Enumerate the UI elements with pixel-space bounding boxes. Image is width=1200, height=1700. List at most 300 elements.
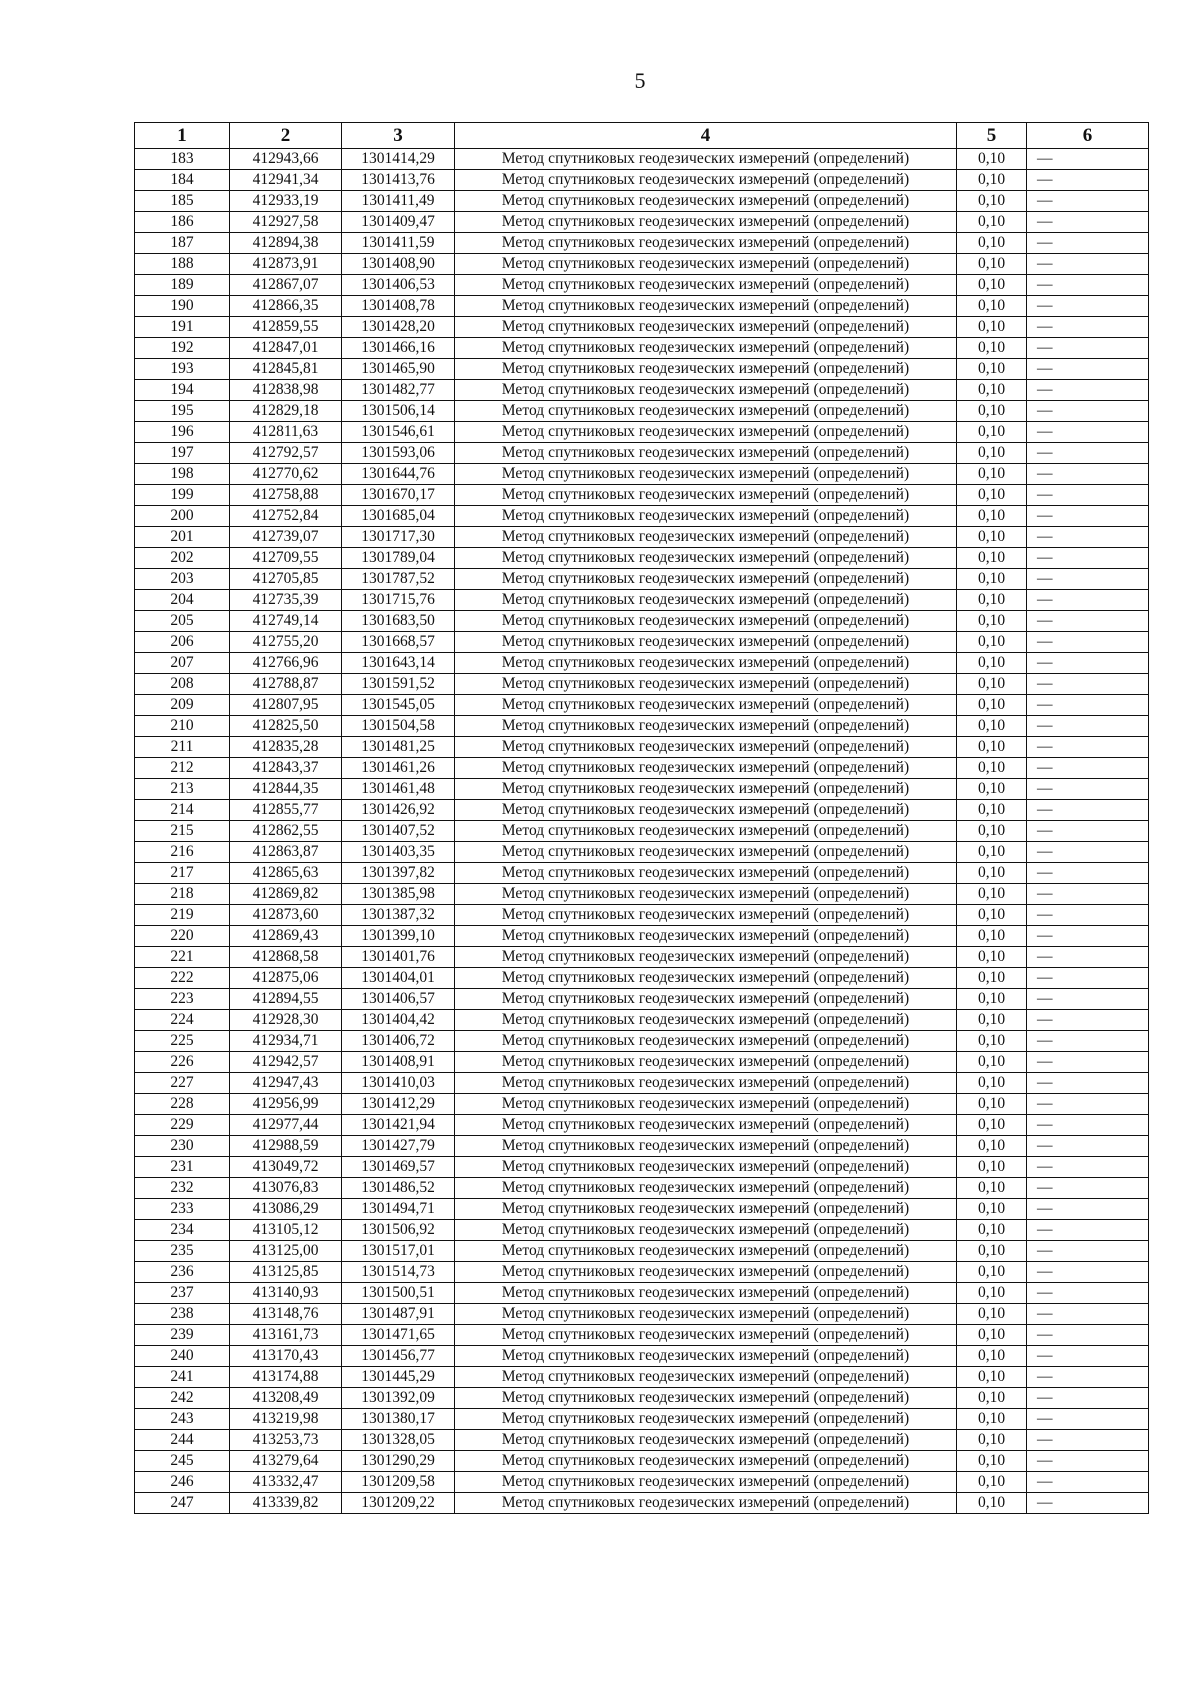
method-cell: Метод спутниковых геодезических измерений (определений): [455, 254, 957, 275]
note-cell: —: [1027, 485, 1149, 506]
method-cell: Метод спутниковых геодезических измерений (определений): [455, 1325, 957, 1346]
method-cell: Метод спутниковых геодезических измерений (определений): [455, 1409, 957, 1430]
point-number-cell: 228: [135, 1094, 230, 1115]
method-cell: Метод спутниковых геодезических измерений (определений): [455, 1052, 957, 1073]
coord-x-cell: 413076,83: [230, 1178, 342, 1199]
table-row: [135, 1346, 1149, 1367]
accuracy-cell: 0,10: [957, 779, 1027, 800]
table-row: [135, 548, 1149, 569]
method-cell: Метод спутниковых геодезических измерений (определений): [455, 1136, 957, 1157]
method-cell: Метод спутниковых геодезических измерений (определений): [455, 863, 957, 884]
coord-y-cell: 1301426,92: [342, 800, 455, 821]
note-cell: —: [1027, 968, 1149, 989]
accuracy-cell: 0,10: [957, 758, 1027, 779]
point-number-cell: 204: [135, 590, 230, 611]
coord-x-cell: 412770,62: [230, 464, 342, 485]
table-row: [135, 821, 1149, 842]
accuracy-cell: 0,10: [957, 989, 1027, 1010]
coord-x-cell: 413086,29: [230, 1199, 342, 1220]
note-cell: —: [1027, 1472, 1149, 1493]
table-row: [135, 170, 1149, 191]
note-cell: —: [1027, 653, 1149, 674]
coord-x-cell: 412934,71: [230, 1031, 342, 1052]
table-row: [135, 1010, 1149, 1031]
header-col-3: 3: [342, 123, 455, 149]
coord-x-cell: 412792,57: [230, 443, 342, 464]
point-number-cell: 216: [135, 842, 230, 863]
coord-x-cell: 412855,77: [230, 800, 342, 821]
coord-y-cell: 1301487,91: [342, 1304, 455, 1325]
accuracy-cell: 0,10: [957, 674, 1027, 695]
table-row: [135, 842, 1149, 863]
coord-x-cell: 412845,81: [230, 359, 342, 380]
point-number-cell: 203: [135, 569, 230, 590]
accuracy-cell: 0,10: [957, 905, 1027, 926]
table-row: [135, 1094, 1149, 1115]
accuracy-cell: 0,10: [957, 842, 1027, 863]
method-cell: Метод спутниковых геодезических измерений (определений): [455, 149, 957, 170]
table-row: [135, 1472, 1149, 1493]
coord-y-cell: 1301421,94: [342, 1115, 455, 1136]
coord-y-cell: 1301545,05: [342, 695, 455, 716]
accuracy-cell: 0,10: [957, 1010, 1027, 1031]
coord-y-cell: 1301591,52: [342, 674, 455, 695]
table-row: [135, 212, 1149, 233]
point-number-cell: 245: [135, 1451, 230, 1472]
coord-y-cell: 1301445,29: [342, 1367, 455, 1388]
table-row: [135, 317, 1149, 338]
coord-x-cell: 413049,72: [230, 1157, 342, 1178]
accuracy-cell: 0,10: [957, 611, 1027, 632]
coord-y-cell: 1301408,78: [342, 296, 455, 317]
table-row: [135, 485, 1149, 506]
coord-x-cell: 412865,63: [230, 863, 342, 884]
coord-y-cell: 1301466,16: [342, 338, 455, 359]
point-number-cell: 207: [135, 653, 230, 674]
accuracy-cell: 0,10: [957, 212, 1027, 233]
method-cell: Метод спутниковых геодезических измерений (определений): [455, 569, 957, 590]
point-number-cell: 184: [135, 170, 230, 191]
method-cell: Метод спутниковых геодезических измерений (определений): [455, 485, 957, 506]
coord-y-cell: 1301411,59: [342, 233, 455, 254]
accuracy-cell: 0,10: [957, 233, 1027, 254]
point-number-cell: 214: [135, 800, 230, 821]
table-row: [135, 380, 1149, 401]
coord-y-cell: 1301410,03: [342, 1073, 455, 1094]
coord-y-cell: 1301209,58: [342, 1472, 455, 1493]
coord-x-cell: 413279,64: [230, 1451, 342, 1472]
coord-x-cell: 412863,87: [230, 842, 342, 863]
accuracy-cell: 0,10: [957, 1325, 1027, 1346]
note-cell: —: [1027, 611, 1149, 632]
accuracy-cell: 0,10: [957, 737, 1027, 758]
point-number-cell: 215: [135, 821, 230, 842]
method-cell: Метод спутниковых геодезических измерений (определений): [455, 464, 957, 485]
table-row: [135, 149, 1149, 170]
coord-y-cell: 1301482,77: [342, 380, 455, 401]
note-cell: —: [1027, 1451, 1149, 1472]
coord-y-cell: 1301789,04: [342, 548, 455, 569]
method-cell: Метод спутниковых геодезических измерений (определений): [455, 590, 957, 611]
method-cell: Метод спутниковых геодезических измерений (определений): [455, 359, 957, 380]
accuracy-cell: 0,10: [957, 1472, 1027, 1493]
accuracy-cell: 0,10: [957, 1451, 1027, 1472]
point-number-cell: 195: [135, 401, 230, 422]
accuracy-cell: 0,10: [957, 1157, 1027, 1178]
note-cell: —: [1027, 296, 1149, 317]
table-row: [135, 653, 1149, 674]
method-cell: Метод спутниковых геодезических измерений (определений): [455, 1262, 957, 1283]
method-cell: Метод спутниковых геодезических измерений (определений): [455, 842, 957, 863]
note-cell: —: [1027, 695, 1149, 716]
accuracy-cell: 0,10: [957, 1073, 1027, 1094]
accuracy-cell: 0,10: [957, 695, 1027, 716]
coord-y-cell: 1301486,52: [342, 1178, 455, 1199]
note-cell: —: [1027, 1031, 1149, 1052]
point-number-cell: 227: [135, 1073, 230, 1094]
table-row: [135, 506, 1149, 527]
accuracy-cell: 0,10: [957, 863, 1027, 884]
accuracy-cell: 0,10: [957, 1178, 1027, 1199]
coord-x-cell: 413174,88: [230, 1367, 342, 1388]
note-cell: —: [1027, 821, 1149, 842]
table-row: [135, 1178, 1149, 1199]
accuracy-cell: 0,10: [957, 149, 1027, 170]
accuracy-cell: 0,10: [957, 1241, 1027, 1262]
method-cell: Метод спутниковых геодезических измерений (определений): [455, 1010, 957, 1031]
coord-x-cell: 412956,99: [230, 1094, 342, 1115]
coord-x-cell: 413148,76: [230, 1304, 342, 1325]
accuracy-cell: 0,10: [957, 191, 1027, 212]
table-row: [135, 1409, 1149, 1430]
accuracy-cell: 0,10: [957, 1115, 1027, 1136]
table-header-row: [135, 123, 1149, 149]
header-col-1: 1: [135, 123, 230, 149]
table-row: [135, 569, 1149, 590]
method-cell: Метод спутниковых геодезических измерений (определений): [455, 758, 957, 779]
point-number-cell: 219: [135, 905, 230, 926]
coord-y-cell: 1301787,52: [342, 569, 455, 590]
note-cell: —: [1027, 170, 1149, 191]
point-number-cell: 192: [135, 338, 230, 359]
method-cell: Метод спутниковых геодезических измерений (определений): [455, 968, 957, 989]
method-cell: Метод спутниковых геодезических измерений (определений): [455, 1283, 957, 1304]
note-cell: —: [1027, 191, 1149, 212]
coord-x-cell: 412867,07: [230, 275, 342, 296]
coord-y-cell: 1301427,79: [342, 1136, 455, 1157]
coord-y-cell: 1301644,76: [342, 464, 455, 485]
note-cell: —: [1027, 1136, 1149, 1157]
coord-y-cell: 1301406,53: [342, 275, 455, 296]
method-cell: Метод спутниковых геодезических измерений (определений): [455, 1157, 957, 1178]
table-row: [135, 590, 1149, 611]
note-cell: —: [1027, 1283, 1149, 1304]
coord-x-cell: 412829,18: [230, 401, 342, 422]
note-cell: —: [1027, 1325, 1149, 1346]
point-number-cell: 235: [135, 1241, 230, 1262]
method-cell: Метод спутниковых геодезических измерений (определений): [455, 1178, 957, 1199]
table-row: [135, 674, 1149, 695]
point-number-cell: 220: [135, 926, 230, 947]
coord-y-cell: 1301413,76: [342, 170, 455, 191]
method-cell: Метод спутниковых геодезических измерений (определений): [455, 296, 957, 317]
point-number-cell: 185: [135, 191, 230, 212]
coord-x-cell: 412927,58: [230, 212, 342, 233]
point-number-cell: 201: [135, 527, 230, 548]
coord-x-cell: 412988,59: [230, 1136, 342, 1157]
point-number-cell: 217: [135, 863, 230, 884]
method-cell: Метод спутниковых геодезических измерений (определений): [455, 653, 957, 674]
note-cell: —: [1027, 1094, 1149, 1115]
coord-y-cell: 1301409,47: [342, 212, 455, 233]
method-cell: Метод спутниковых геодезических измерений (определений): [455, 422, 957, 443]
point-number-cell: 239: [135, 1325, 230, 1346]
coord-x-cell: 412755,20: [230, 632, 342, 653]
point-number-cell: 242: [135, 1388, 230, 1409]
point-number-cell: 208: [135, 674, 230, 695]
point-number-cell: 244: [135, 1430, 230, 1451]
header-col-6: 6: [1027, 123, 1149, 149]
method-cell: Метод спутниковых геодезических измерений (определений): [455, 170, 957, 191]
table-row: [135, 422, 1149, 443]
point-number-cell: 189: [135, 275, 230, 296]
coord-x-cell: 412739,07: [230, 527, 342, 548]
method-cell: Метод спутниковых геодезических измерений (определений): [455, 947, 957, 968]
coord-x-cell: 412928,30: [230, 1010, 342, 1031]
point-number-cell: 206: [135, 632, 230, 653]
point-number-cell: 197: [135, 443, 230, 464]
coord-y-cell: 1301717,30: [342, 527, 455, 548]
note-cell: —: [1027, 674, 1149, 695]
note-cell: —: [1027, 1304, 1149, 1325]
coord-x-cell: 412844,35: [230, 779, 342, 800]
table-row: [135, 1157, 1149, 1178]
table-row: [135, 737, 1149, 758]
table-row: [135, 1199, 1149, 1220]
coord-x-cell: 412869,82: [230, 884, 342, 905]
accuracy-cell: 0,10: [957, 1136, 1027, 1157]
point-number-cell: 243: [135, 1409, 230, 1430]
coord-y-cell: 1301411,49: [342, 191, 455, 212]
coord-x-cell: 412943,66: [230, 149, 342, 170]
method-cell: Метод спутниковых геодезических измерений (определений): [455, 506, 957, 527]
accuracy-cell: 0,10: [957, 422, 1027, 443]
point-number-cell: 221: [135, 947, 230, 968]
coord-y-cell: 1301407,52: [342, 821, 455, 842]
method-cell: Метод спутниковых геодезических измерений (определений): [455, 191, 957, 212]
coord-y-cell: 1301209,22: [342, 1493, 455, 1514]
accuracy-cell: 0,10: [957, 359, 1027, 380]
coord-x-cell: 412947,43: [230, 1073, 342, 1094]
coord-x-cell: 413125,85: [230, 1262, 342, 1283]
accuracy-cell: 0,10: [957, 800, 1027, 821]
accuracy-cell: 0,10: [957, 1304, 1027, 1325]
point-number-cell: 232: [135, 1178, 230, 1199]
coord-y-cell: 1301406,72: [342, 1031, 455, 1052]
coord-x-cell: 412825,50: [230, 716, 342, 737]
method-cell: Метод спутниковых геодезических измерений (определений): [455, 401, 957, 422]
coord-x-cell: 412869,43: [230, 926, 342, 947]
page-number: 5: [634, 68, 646, 93]
accuracy-cell: 0,10: [957, 1346, 1027, 1367]
point-number-cell: 194: [135, 380, 230, 401]
note-cell: —: [1027, 737, 1149, 758]
note-cell: —: [1027, 863, 1149, 884]
point-number-cell: 236: [135, 1262, 230, 1283]
point-number-cell: 211: [135, 737, 230, 758]
table-row: [135, 1262, 1149, 1283]
header-col-2: 2: [230, 123, 342, 149]
method-cell: Метод спутниковых геодезических измерений (определений): [455, 275, 957, 296]
accuracy-cell: 0,10: [957, 296, 1027, 317]
note-cell: —: [1027, 401, 1149, 422]
method-cell: Метод спутниковых геодезических измерений (определений): [455, 611, 957, 632]
method-cell: Метод спутниковых геодезических измерений (определений): [455, 212, 957, 233]
coord-x-cell: 412868,58: [230, 947, 342, 968]
coord-x-cell: 413140,93: [230, 1283, 342, 1304]
point-number-cell: 240: [135, 1346, 230, 1367]
accuracy-cell: 0,10: [957, 485, 1027, 506]
accuracy-cell: 0,10: [957, 1493, 1027, 1514]
point-number-cell: 196: [135, 422, 230, 443]
point-number-cell: 183: [135, 149, 230, 170]
note-cell: —: [1027, 716, 1149, 737]
coord-y-cell: 1301392,09: [342, 1388, 455, 1409]
coord-y-cell: 1301494,71: [342, 1199, 455, 1220]
note-cell: —: [1027, 758, 1149, 779]
point-number-cell: 226: [135, 1052, 230, 1073]
accuracy-cell: 0,10: [957, 884, 1027, 905]
method-cell: Метод спутниковых геодезических измерений (определений): [455, 443, 957, 464]
table-row: [135, 233, 1149, 254]
table-row: [135, 989, 1149, 1010]
table-row: [135, 968, 1149, 989]
coord-x-cell: 412862,55: [230, 821, 342, 842]
coord-x-cell: 412766,96: [230, 653, 342, 674]
method-cell: Метод спутниковых геодезических измерений (определений): [455, 800, 957, 821]
coord-y-cell: 1301397,82: [342, 863, 455, 884]
coord-y-cell: 1301387,32: [342, 905, 455, 926]
note-cell: —: [1027, 254, 1149, 275]
accuracy-cell: 0,10: [957, 653, 1027, 674]
method-cell: Метод спутниковых геодезических измерений (определений): [455, 674, 957, 695]
point-number-cell: 209: [135, 695, 230, 716]
accuracy-cell: 0,10: [957, 527, 1027, 548]
table-row: [135, 1304, 1149, 1325]
coord-y-cell: 1301456,77: [342, 1346, 455, 1367]
note-cell: —: [1027, 464, 1149, 485]
coord-y-cell: 1301643,14: [342, 653, 455, 674]
coord-y-cell: 1301461,48: [342, 779, 455, 800]
method-cell: Метод спутниковых геодезических измерений (определений): [455, 926, 957, 947]
coord-x-cell: 412749,14: [230, 611, 342, 632]
coord-x-cell: 412866,35: [230, 296, 342, 317]
note-cell: —: [1027, 1241, 1149, 1262]
note-cell: —: [1027, 275, 1149, 296]
coord-y-cell: 1301399,10: [342, 926, 455, 947]
method-cell: Метод спутниковых геодезических измерений (определений): [455, 821, 957, 842]
table-row: [135, 443, 1149, 464]
table-row: [135, 1388, 1149, 1409]
note-cell: —: [1027, 1367, 1149, 1388]
coord-y-cell: 1301506,92: [342, 1220, 455, 1241]
point-number-cell: 247: [135, 1493, 230, 1514]
note-cell: —: [1027, 506, 1149, 527]
coord-y-cell: 1301715,76: [342, 590, 455, 611]
accuracy-cell: 0,10: [957, 1220, 1027, 1241]
note-cell: —: [1027, 317, 1149, 338]
table-row: [135, 800, 1149, 821]
coord-x-cell: 412843,37: [230, 758, 342, 779]
coord-y-cell: 1301683,50: [342, 611, 455, 632]
coord-x-cell: 412838,98: [230, 380, 342, 401]
accuracy-cell: 0,10: [957, 1199, 1027, 1220]
method-cell: Метод спутниковых геодезических измерений (определений): [455, 380, 957, 401]
note-cell: —: [1027, 1157, 1149, 1178]
method-cell: Метод спутниковых геодезических измерений (определений): [455, 632, 957, 653]
table-row: [135, 1031, 1149, 1052]
header-col-4: 4: [455, 123, 957, 149]
table-row: [135, 1451, 1149, 1472]
coord-y-cell: 1301290,29: [342, 1451, 455, 1472]
table-row: [135, 947, 1149, 968]
coord-x-cell: 412709,55: [230, 548, 342, 569]
method-cell: Метод спутниковых геодезических измерений (определений): [455, 1031, 957, 1052]
accuracy-cell: 0,10: [957, 1283, 1027, 1304]
note-cell: —: [1027, 1115, 1149, 1136]
method-cell: Метод спутниковых геодезических измерений (определений): [455, 695, 957, 716]
table-row: [135, 254, 1149, 275]
coord-y-cell: 1301481,25: [342, 737, 455, 758]
method-cell: Метод спутниковых геодезических измерений (определений): [455, 1115, 957, 1136]
coord-y-cell: 1301465,90: [342, 359, 455, 380]
coord-y-cell: 1301385,98: [342, 884, 455, 905]
coord-y-cell: 1301504,58: [342, 716, 455, 737]
table-body: [135, 149, 1149, 1514]
coord-x-cell: 412894,38: [230, 233, 342, 254]
coord-y-cell: 1301471,65: [342, 1325, 455, 1346]
coord-x-cell: 412873,91: [230, 254, 342, 275]
point-number-cell: 225: [135, 1031, 230, 1052]
point-number-cell: 231: [135, 1157, 230, 1178]
coord-y-cell: 1301500,51: [342, 1283, 455, 1304]
note-cell: —: [1027, 338, 1149, 359]
method-cell: Метод спутниковых геодезических измерений (определений): [455, 1220, 957, 1241]
point-number-cell: 213: [135, 779, 230, 800]
accuracy-cell: 0,10: [957, 926, 1027, 947]
note-cell: —: [1027, 380, 1149, 401]
accuracy-cell: 0,10: [957, 968, 1027, 989]
coord-y-cell: 1301414,29: [342, 149, 455, 170]
accuracy-cell: 0,10: [957, 443, 1027, 464]
accuracy-cell: 0,10: [957, 401, 1027, 422]
table-row: [135, 1367, 1149, 1388]
accuracy-cell: 0,10: [957, 170, 1027, 191]
coord-y-cell: 1301685,04: [342, 506, 455, 527]
point-number-cell: 191: [135, 317, 230, 338]
note-cell: —: [1027, 359, 1149, 380]
method-cell: Метод спутниковых геодезических измерений (определений): [455, 1304, 957, 1325]
accuracy-cell: 0,10: [957, 317, 1027, 338]
coord-x-cell: 412933,19: [230, 191, 342, 212]
method-cell: Метод спутниковых геодезических измерений (определений): [455, 1199, 957, 1220]
note-cell: —: [1027, 779, 1149, 800]
table-row: [135, 863, 1149, 884]
accuracy-cell: 0,10: [957, 821, 1027, 842]
coord-x-cell: 412875,06: [230, 968, 342, 989]
point-number-cell: 222: [135, 968, 230, 989]
point-number-cell: 188: [135, 254, 230, 275]
